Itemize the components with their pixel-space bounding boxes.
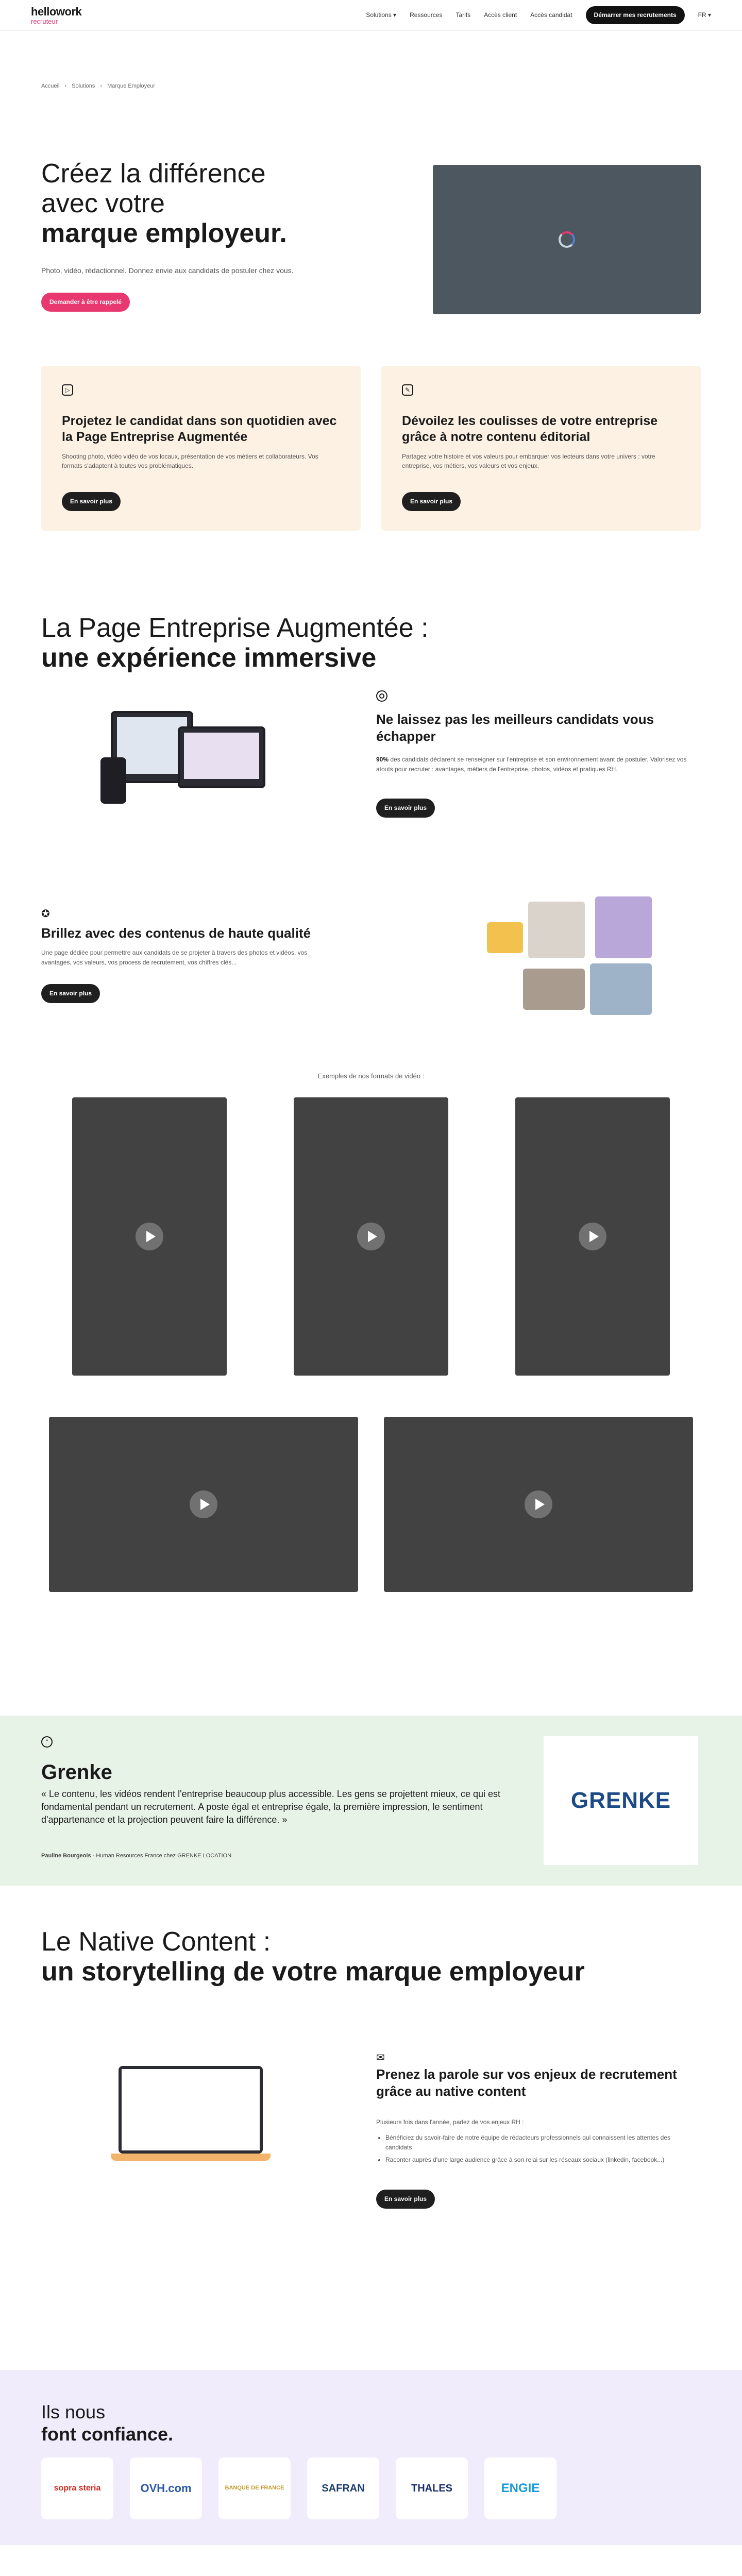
block1-body: 90% des candidats déclarent se renseigner sur l'entreprise et son environnement avant de postuler. Valorisez vos atouts pour recruter : avantages, métiers de l'entreprise, photos, vidéos et pratiques RH. xyxy=(376,756,687,773)
native-title xyxy=(41,1927,608,1987)
block2-more-button[interactable]: En savoir plus xyxy=(41,984,100,1003)
native-more-button[interactable]: En savoir plus xyxy=(376,2190,435,2209)
client-logo: SAFRAN xyxy=(307,2458,379,2519)
hero-video[interactable] xyxy=(433,165,701,314)
augmented-title xyxy=(41,613,505,673)
hero-title-line3: marque employeur. xyxy=(41,218,287,249)
play-icon[interactable] xyxy=(357,1223,385,1250)
language-select[interactable]: FR ▾ xyxy=(698,11,711,19)
play-icon[interactable] xyxy=(579,1223,606,1250)
trust-title xyxy=(41,2401,173,2445)
block2-body: Une page dédiée pour permettre aux candidats de se projeter à travers des photos et vidéos, vos avantages, vos valeurs, vos process de recrutement, vos chiffres clés... xyxy=(41,949,308,966)
client-logo: ENGIE xyxy=(484,2458,556,2519)
testimonial-section xyxy=(0,1716,742,1886)
star-icon: ✪ xyxy=(41,908,50,920)
hero-title-line1: Créez la différence xyxy=(41,159,266,189)
video-format-4[interactable] xyxy=(49,1417,358,1592)
grenke-logo: GRENKE xyxy=(544,1736,698,1865)
native-bullets xyxy=(385,2133,684,2165)
breadcrumb-current: Marque Employeur xyxy=(107,83,156,89)
block1-stat: 90% xyxy=(376,756,389,763)
block1-title: Ne laissez pas les meilleurs candidats vous échapper xyxy=(376,711,654,744)
video-format-3[interactable] xyxy=(515,1097,670,1376)
testimonial-author: Pauline Bourgeois - Human Resources France chez GRENKE LOCATION xyxy=(41,1853,232,1859)
breadcrumb-solutions[interactable]: Solutions xyxy=(72,83,95,89)
edit-icon: ✎ xyxy=(402,384,413,396)
play-icon[interactable] xyxy=(525,1490,552,1518)
create-section xyxy=(0,2545,742,2576)
card-body: Partagez votre histoire et vos valeurs pour embarquer vos lecteurs dans votre univers : votre entreprise, vos métiers, vos valeurs et vos enjeux. xyxy=(402,453,655,469)
augmented-title-line2: une expérience immersive xyxy=(41,643,377,673)
client-logo: BANQUE DE FRANCE xyxy=(218,2458,291,2519)
play-icon[interactable] xyxy=(190,1490,217,1518)
trust-title-line1: Ils nous xyxy=(41,2401,106,2422)
video-format-5[interactable] xyxy=(384,1417,693,1592)
native-intro: Plusieurs fois dans l'année, parlez de vos enjeux RH : xyxy=(376,2119,524,2126)
client-logo: THALES xyxy=(396,2458,468,2519)
card-more-button[interactable]: En savoir plus xyxy=(62,492,121,511)
hero-subtitle: Photo, vidéo, rédactionnel. Donnez envie aux candidats de postuler chez vous. xyxy=(41,266,294,275)
native-bullet: • Raconter auprès d'une large audience grâce à son relai sur les réseaux sociaux (linkedin, facebook...) xyxy=(385,2155,684,2165)
testimonial-quote: « Le contenu, les vidéos rendent l'entreprise beaucoup plus accessible. Les gens se projettent mieux, ce qui est fondamental pendant un recrutement. A poste égal et entreprise égale, la première impression, le sentiment d'appartenance et la projection peuvent faire la différence. » xyxy=(41,1789,500,1825)
trust-section xyxy=(0,2370,742,2545)
hero-title-line2: avec votre xyxy=(41,189,165,219)
play-icon[interactable] xyxy=(136,1223,163,1250)
logo-sub: recruteur xyxy=(31,17,58,25)
native-bullet: • Bénéficiez du savoir-faire de notre équipe de rédacteurs professionnels qui connaissent les attentes des candidats xyxy=(385,2133,684,2152)
video-format-2[interactable] xyxy=(294,1097,448,1376)
native-title-line1: Le Native Content : xyxy=(41,1927,271,1957)
client-logo: OVH.com xyxy=(130,2458,202,2519)
augmented-title-line1: La Page Entreprise Augmentée : xyxy=(41,613,429,643)
breadcrumb-home[interactable]: Accueil xyxy=(41,83,60,89)
card-body: Shooting photo, vidéo vidéo de vos locaux, présentation de vos métiers et collaborateurs. Vos formats s'adaptent à toutes vos problématiques. xyxy=(62,453,318,469)
start-recruiting-button[interactable]: Démarrer mes recrutements xyxy=(586,6,685,24)
client-logos xyxy=(41,2458,556,2519)
loading-spinner-icon xyxy=(559,231,575,248)
quote-icon: “ xyxy=(41,1736,53,1748)
breadcrumb: Accueil › Solutions › Marque Employeur xyxy=(0,31,155,90)
hero-title xyxy=(41,159,402,249)
card-title: Projetez le candidat dans son quotidien avec la Page Entreprise Augmentée xyxy=(62,414,337,444)
nav-acces-client[interactable]: Accès client xyxy=(484,11,517,19)
photo-collage xyxy=(487,896,657,1025)
feature-cards xyxy=(41,366,701,531)
play-icon: ▷ xyxy=(62,384,73,396)
testimonial-company: Grenke xyxy=(41,1761,112,1784)
card-augmented-page xyxy=(41,366,361,531)
devices-illustration xyxy=(100,711,271,804)
video-format-1[interactable] xyxy=(72,1097,227,1376)
nav-acces-candidat[interactable]: Accès candidat xyxy=(530,11,572,19)
nav-tarifs[interactable]: Tarifs xyxy=(456,11,471,19)
formats-label: Exemples de nos formats de vidéo : xyxy=(317,1072,425,1080)
nav-ressources[interactable]: Ressources xyxy=(410,11,443,19)
laptop-illustration xyxy=(111,2066,271,2164)
card-more-button[interactable]: En savoir plus xyxy=(402,492,461,511)
logo-main: hellowork xyxy=(31,5,82,18)
main-nav xyxy=(366,6,711,24)
native-title-line2: un storytelling de votre marque employeur xyxy=(41,1957,585,1987)
logo[interactable] xyxy=(31,6,81,25)
block1-more-button[interactable]: En savoir plus xyxy=(376,799,435,818)
megaphone-icon: ✉ xyxy=(376,2052,385,2063)
target-icon xyxy=(376,690,387,702)
native-section xyxy=(0,1886,742,2370)
native-block-title: Prenez la parole sur vos enjeux de recrutement grâce au native content xyxy=(376,2066,677,2099)
nav-solutions[interactable]: Solutions ▾ xyxy=(366,11,397,19)
site-header xyxy=(0,0,742,31)
card-title: Dévoilez les coulisses de votre entreprise grâce à notre contenu éditorial xyxy=(402,414,658,444)
client-logo: sopra steria xyxy=(41,2458,113,2519)
trust-title-line2: font confiance. xyxy=(41,2424,174,2445)
card-editorial xyxy=(381,366,701,531)
augmented-section xyxy=(0,536,742,1716)
block2-title: Brillez avec des contenus de haute qualité xyxy=(41,925,311,941)
callback-button[interactable]: Demander à être rappelé xyxy=(41,293,130,312)
